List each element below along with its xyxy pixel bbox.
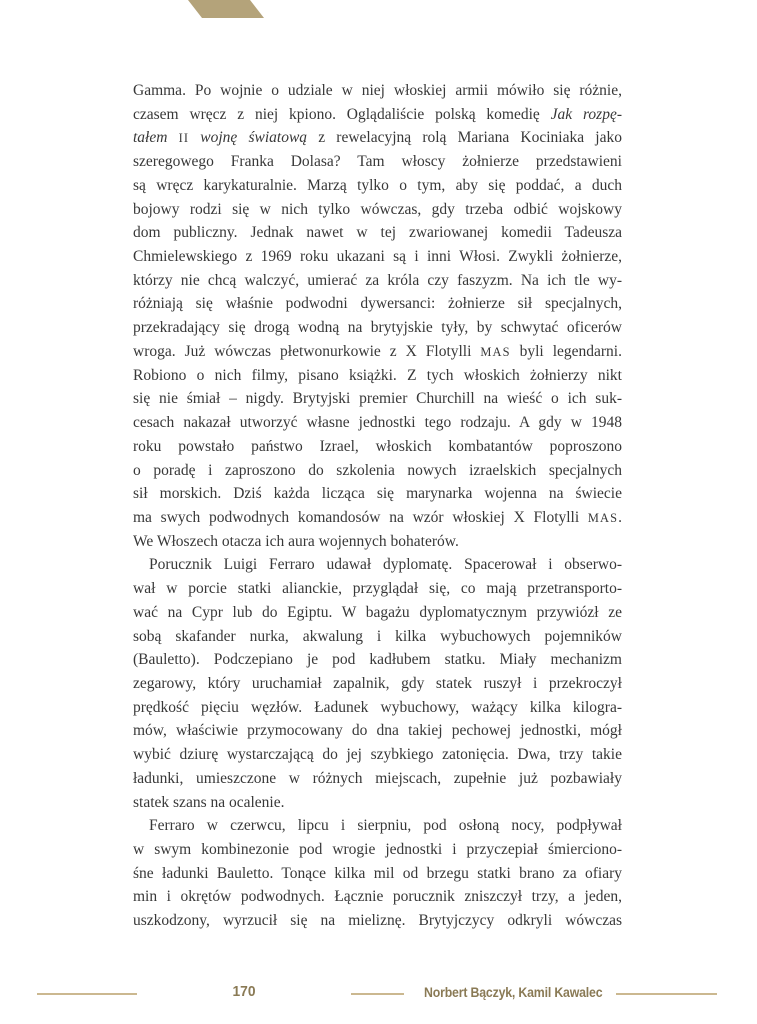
text-line (133, 387, 622, 411)
smallcaps-text: MAS (480, 344, 511, 359)
corner-chevron-ornament (188, 0, 264, 18)
footer-rule-middle (351, 993, 404, 995)
text-line (133, 506, 622, 530)
text-line (133, 245, 622, 269)
paragraph (133, 814, 622, 933)
text-line (133, 648, 622, 672)
text-line (133, 411, 622, 435)
italic-text: tałem (133, 129, 179, 147)
text-segment: Ferraro w czerwcu, lipcu i sierpniu, pod osłoną nocy, podpływał (149, 817, 622, 835)
text-line (133, 672, 622, 696)
text-segment: prędkość pięciu węzłów. Ładunek wybuchowy, ważący kilka kilogra- (133, 698, 622, 716)
text-segment: min i okrętów podwodnych. Łącznie porucznik zniszczył trzy, a jeden, (133, 888, 622, 906)
text-line (133, 103, 622, 127)
paragraph (133, 79, 622, 553)
text-line (133, 126, 622, 150)
text-line (133, 553, 622, 577)
text-segment: . (618, 508, 622, 526)
text-segment: z rewelacyjną rolą Mariana Kociniaka jako (307, 129, 622, 147)
text-line (133, 625, 622, 649)
text-segment: czasem wręcz z niej kpiono. Oglądaliście polską komedię (133, 105, 551, 123)
text-segment: sił morskich. Dziś każda licząca się marynarka wojenna na świecie (133, 485, 622, 503)
smallcaps-text: MAS (587, 510, 619, 525)
text-segment: są wręcz karykaturalnie. Marzą tylko o tym, aby się poddać, a duch (133, 176, 622, 194)
text-line (133, 601, 622, 625)
text-segment: mów, właściwie przymocowany do dna takiej pechowej jednostki, mógł (133, 722, 622, 740)
text-segment: bojowy rodzi się w nich tylko wówczas, gdy trzeba odbić wojskowy (133, 200, 622, 218)
text-segment: We Włoszech otacza ich aura wojennych bohaterów. (133, 532, 459, 550)
text-line (133, 198, 622, 222)
text-line (133, 791, 622, 815)
text-line (133, 150, 622, 174)
italic-text: Jak rozpę- (550, 105, 622, 123)
text-line (133, 482, 622, 506)
text-segment: wał w porcie statki alianckie, przyglądał się, co mają przetransporto- (133, 580, 622, 598)
text-segment: cesach nakazał utworzyć własne jednostki tego rodzaju. A gdy w 1948 (133, 414, 622, 432)
text-line (133, 530, 622, 554)
text-segment: ma swych podwodnych komandosów na wzór włoskiej X Flotylli (133, 508, 588, 526)
text-segment: o poradę i zaproszono do szkolenia nowych izraelskich specjalnych (133, 461, 622, 479)
text-line (133, 316, 622, 340)
text-segment: przekradający się drogą wodną na brytyjskie tyły, by schwytać oficerów (133, 319, 622, 337)
text-segment: w swym kombinezonie pod wrogie jednostki i przyczepiał śmierciono- (133, 841, 622, 858)
running-head-authors: Norbert Bączyk, Kamil Kawalec (424, 984, 603, 1000)
text-segment: się nie śmiał – nigdy. Brytyjski premier Churchill na wieść o ich suk- (133, 390, 622, 408)
text-segment: roku powstało państwo Izrael, włoskich kombatantów poproszono (133, 437, 622, 455)
footer-rule-left (37, 993, 137, 995)
text-line (133, 862, 622, 886)
text-segment: wać na Cypr lub do Egiptu. W bagażu dyplomatycznym przywiózł ze (133, 603, 622, 621)
text-line (133, 174, 622, 198)
text-segment: ładunki, umieszczone w różnych miejscach, zupełnie już pozbawiały (133, 769, 622, 787)
text-segment: Gamma. Po wojnie o udziale w niej włoskiej armii mówiło się różnie, (133, 82, 622, 99)
text-segment: Robiono o nich filmy, pisano książki. Z tych włoskich żołnierzy nikt (133, 366, 622, 384)
text-line (133, 885, 622, 909)
page-number: 170 (232, 983, 256, 1000)
text-segment: szeregowego Franka Dolasa? Tam włoscy żołnierze przedstawieni (133, 153, 622, 171)
text-segment: wroga. Już wówczas płetwonurkowie z X Flotylli (133, 342, 481, 360)
text-segment: którzy nie chcą walczyć, umierać za króla czy faszyzm. Na ich tle wy- (133, 271, 622, 289)
footer-rule-right (616, 993, 717, 995)
text-line (133, 696, 622, 720)
text-segment: Chmielewskiego z 1969 roku ukazani są i inni Włosi. Zwykli żołnierze, (133, 248, 622, 266)
text-line (133, 79, 622, 103)
text-segment: śne ładunki Bauletto. Tonące kilka mil od brzegu statki brano za ofiary (133, 864, 622, 882)
text-line (133, 269, 622, 293)
text-line (133, 767, 622, 791)
text-segment: statek szans na ocalenie. (133, 793, 285, 811)
text-segment: byli legendarni. (510, 342, 622, 360)
text-segment: różniają się właśnie podwodni dywersanci: żołnierze sił specjalnych, (133, 295, 622, 313)
text-line (133, 577, 622, 601)
text-line (133, 743, 622, 767)
smallcaps-text: II (178, 131, 190, 146)
paragraph (133, 553, 622, 814)
text-segment: dom publiczny. Jednak nawet w tej zwariowanej komedii Tadeusza (133, 224, 622, 242)
text-line (133, 814, 622, 838)
text-segment: uszkodzony, wyrzucił się na mieliznę. Brytyjczycy odkryli wówczas (133, 912, 622, 930)
text-line (133, 459, 622, 483)
text-line (133, 340, 622, 364)
text-line (133, 364, 622, 388)
text-line (133, 719, 622, 743)
text-line (133, 435, 622, 459)
text-segment: zegarowy, który uruchamiał zapalnik, gdy statek ruszył i przekroczył (133, 674, 622, 692)
text-segment: Porucznik Luigi Ferraro udawał dyplomatę. Spacerował i obserwo- (149, 556, 622, 574)
body-text (133, 79, 622, 933)
text-segment: wybić dziurę wystarczającą do jej szybkiego zatonięcia. Dwa, trzy takie (133, 746, 622, 764)
text-segment: (Bauletto). Podczepiano je pod kadłubem statku. Miały mechanizm (133, 651, 622, 669)
italic-text: wojnę światową (189, 129, 308, 147)
text-line (133, 292, 622, 316)
text-line (133, 838, 622, 862)
text-line (133, 221, 622, 245)
text-segment: sobą skafander nurka, akwalung i kilka wybuchowych pojemników (133, 627, 622, 645)
text-line (133, 909, 622, 933)
